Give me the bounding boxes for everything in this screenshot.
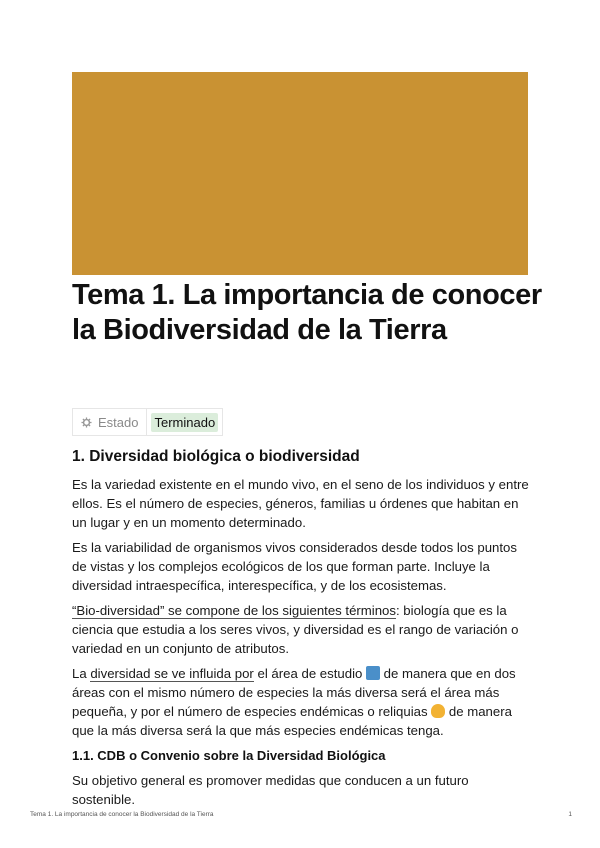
property-value[interactable] [147,409,222,435]
page-footer [30,811,572,818]
subsection-heading: 1.1. CDB o Convenio sobre la Diversidad Biológica [72,748,386,763]
page-title: Tema 1. La importancia de conocer la Biodiversidad de la Tierra [72,279,542,346]
paragraph-text: de manera que en dos áreas con el mismo número de especies la más diversa será el área más pequeña, y por el número de especies endémicas o reliquias [72,666,516,719]
underlined-text: diversidad se ve influida por [90,666,254,681]
underlined-text: “Bio-diversidad” se compone de los siguientes términos [72,603,396,618]
property-label-text: Estado [98,414,139,430]
page-content [72,446,532,815]
footer-title: Tema 1. La importancia de conocer la Biodiversidad de la Tierra [30,811,214,818]
paragraph-text: La [72,666,91,681]
paragraph: Es la variabilidad de organismos vivos considerados desde todos los puntos de vistas y los complejos ecológicos de los que forman parte. Incluye la diversidad intraespecífica, interespecífica, y de los ecosistemas. [72,540,517,593]
property-row [72,408,223,436]
paragraph-text: : biología que es la ciencia que estudia a los seres vivos, y diversidad es el rango de variación o variedad en un conjunto de atributos. [72,603,519,656]
status-badge: Terminado [151,413,218,432]
paragraph [72,601,532,658]
page-number: 1 [568,811,572,818]
gear-icon [81,417,92,428]
cat-icon [431,704,445,718]
paragraph [72,664,532,740]
cover-image [72,72,528,275]
paragraph: Es la variedad existente en el mundo vivo, en el seno de los individuos y entre ellos. Es el número de especies, géneros, familias u órdenes que habitan en un lugar y en un momento determinado. [72,477,529,530]
property-label [73,409,147,435]
section-heading: 1. Diversidad biológica o biodiversidad [72,448,360,465]
paragraph-text: el área de estudio [253,666,366,681]
paragraph-text: de manera que la más diversa será la que más especies endémicas tenga. [72,704,512,738]
paragraph: Su objetivo general es promover medidas que conducen a un futuro sostenible. [72,773,469,807]
map-icon [366,666,380,680]
